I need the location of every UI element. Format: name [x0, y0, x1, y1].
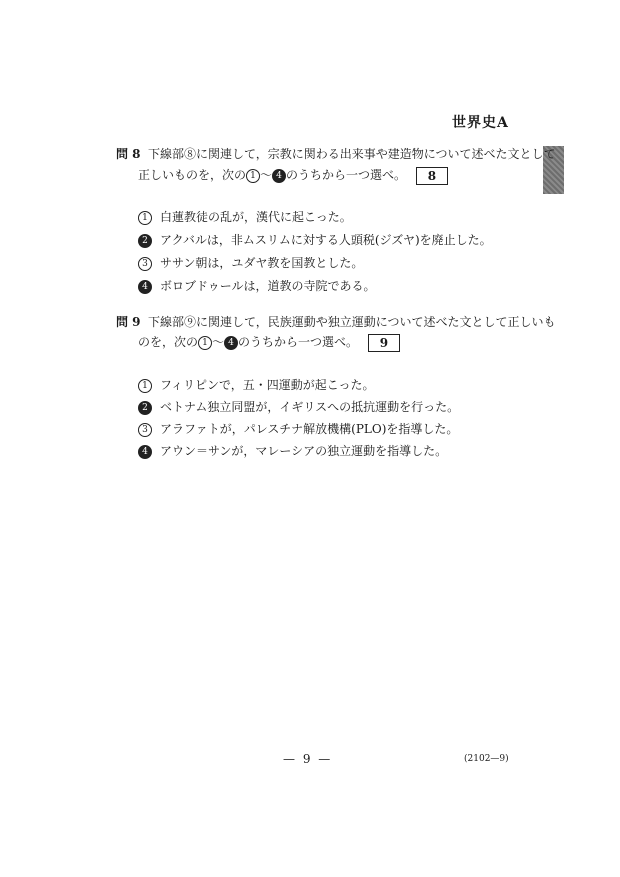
circled-number-icon: 3 [138, 423, 152, 437]
stem-text: に関連して，宗教に関わる出来事や建造物について述べた文として [196, 147, 556, 161]
circled-number-icon: 4 [138, 280, 152, 294]
option-text: アクバルは，非ムスリムに対する人頭税(ジズヤ)を廃止した。 [160, 233, 492, 247]
circled-number-icon: 4 [138, 445, 152, 459]
question-stem-line1 [148, 313, 556, 330]
stem-text: 〜 [260, 168, 273, 182]
option-item [138, 398, 459, 415]
stem-text: 下線部 [148, 315, 185, 329]
option-item [138, 254, 363, 271]
answer-box[interactable]: 9 [368, 334, 400, 352]
stem-text: のうちから一つ選べ。 [286, 168, 407, 182]
circled-number-4: 4 [224, 336, 238, 350]
underline-ref-mark: ⑨ [184, 315, 197, 329]
circled-number-icon: 2 [138, 234, 152, 248]
exam-code: (2102—9) [464, 754, 509, 764]
circled-number-1: 1 [198, 336, 212, 350]
page-number: — 9 — [283, 752, 333, 766]
stem-text: に関連して，民族運動や独立運動について述べた文として正しいも [196, 315, 556, 329]
option-text: ベトナム独立同盟が，イギリスへの抵抗運動を行った。 [160, 400, 460, 414]
option-text: フィリピンで，五・四運動が起こった。 [160, 378, 375, 392]
stem-text: 正しいものを，次の [138, 168, 247, 182]
circled-number-icon: 2 [138, 401, 152, 415]
answer-box[interactable]: 8 [416, 167, 448, 185]
question-stem-line2 [138, 333, 400, 352]
option-item [138, 231, 492, 248]
question-stem-line1 [148, 145, 556, 162]
underline-ref-mark: ⑧ [184, 147, 197, 161]
circled-number-icon: 1 [138, 211, 152, 225]
option-item [138, 420, 458, 437]
question-number: 問 9 [116, 315, 141, 329]
circled-number-icon: 1 [138, 379, 152, 393]
circled-number-4: 4 [272, 169, 286, 183]
option-text: ササン朝は，ユダヤ教を国教とした。 [160, 256, 364, 270]
question-stem-line2 [138, 166, 448, 185]
option-item [138, 442, 447, 459]
question-number: 問 8 [116, 147, 141, 161]
option-text: アラファトが，パレスチナ解放機構(PLO)を指導した。 [160, 422, 459, 436]
option-item [138, 277, 375, 294]
option-text: アウン＝サンが，マレーシアの独立運動を指導した。 [160, 444, 448, 458]
stem-text: のうちから一つ選べ。 [238, 335, 359, 349]
option-text: ボロブドゥールは，道教の寺院である。 [160, 279, 376, 293]
option-item [138, 376, 375, 393]
stem-text: のを，次の [138, 335, 199, 349]
circled-number-icon: 3 [138, 257, 152, 271]
option-item [138, 208, 352, 225]
subject-title: 世界史A [452, 115, 509, 131]
option-text: 白蓮教徒の乱が，漢代に起こった。 [160, 210, 352, 224]
stem-text: 〜 [212, 335, 225, 349]
stem-text: 下線部 [148, 147, 185, 161]
circled-number-1: 1 [246, 169, 260, 183]
